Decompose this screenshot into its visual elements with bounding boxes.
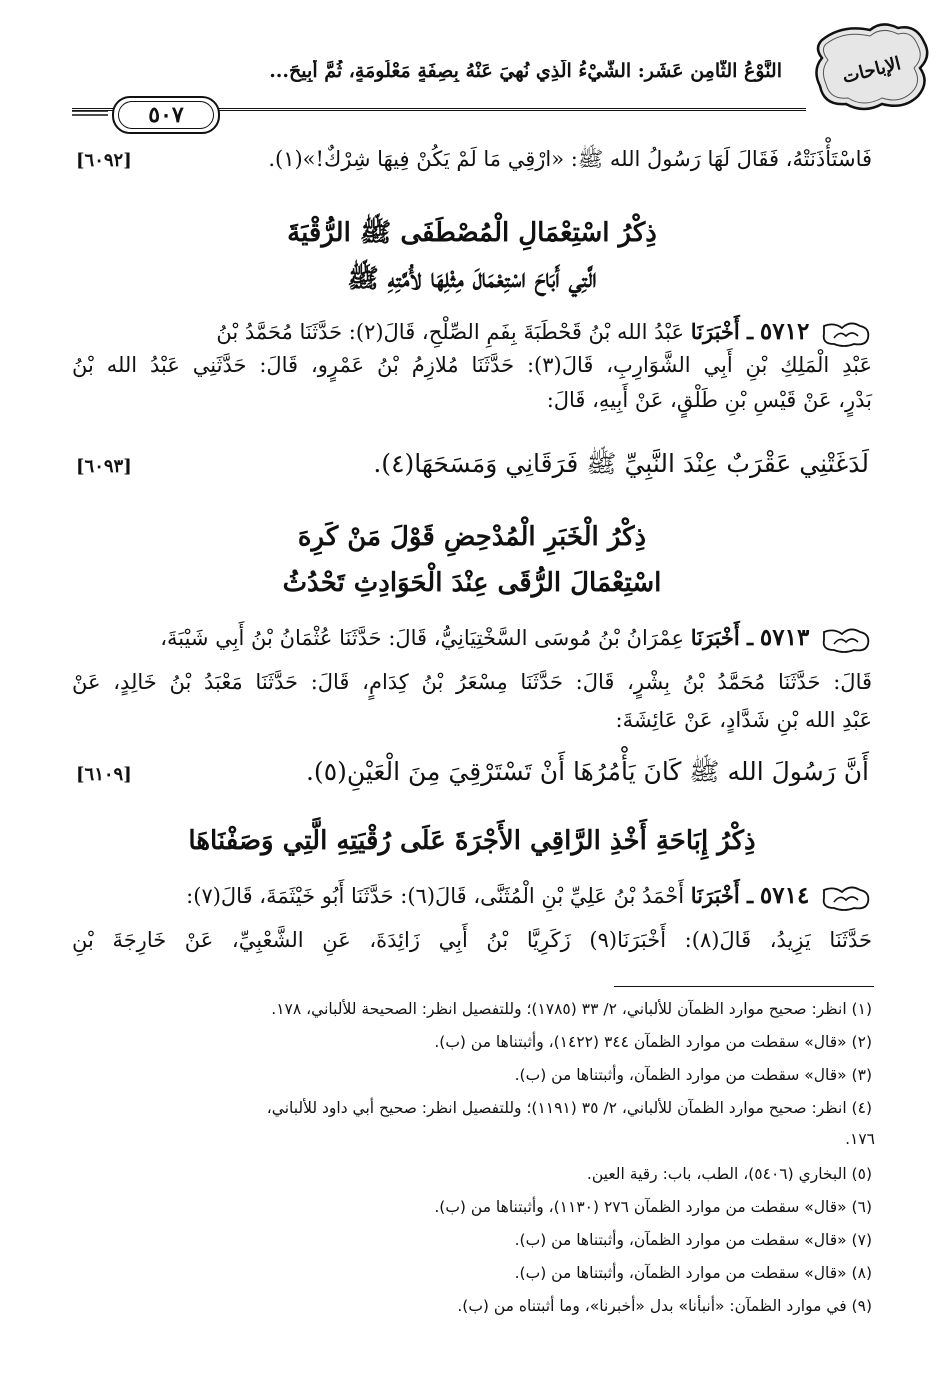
running-title: النَّوْعُ الثَّامِن عَشَر: الشَّيْءُ الَّذِي نُهِيَ عَنْهُ بِصِفَةٍ مَعْلُومَةٍ، ثُمَّ أُبِيحَ... xyxy=(269,60,782,82)
footnote: (٩) في موارد الظمآن: «أنبأنا» بدل «أخبرنا»، وما أثبتناه من (ب). xyxy=(457,1297,872,1315)
section-heading: ذِكْرُ اسْتِعْمَالِ الْمُصْطَفَى ﷺ الرُّقْيَةَ xyxy=(287,218,657,248)
hadith-number: ٥٧١٣ xyxy=(759,624,810,651)
footnote-continuation: ١٧٦. xyxy=(845,1130,875,1148)
footnote: (٦) «قال» سقطت من موارد الظمآن ٢٧٦ (١١٣٠)، وأثبتناها من (ب). xyxy=(434,1198,872,1216)
hadith-marker-icon xyxy=(820,320,872,348)
hadith-line: حَدَّثَنَا يَزِيدُ، قَالَ(٨): أَخْبَرَنَا(٩) زَكَرِيَّا بْنُ أَبِي زَائِدَةَ، عَنِ الشَّعْبِيِّ، عَنْ خَارِجَةَ بْنِ xyxy=(72,928,872,952)
hadith-line xyxy=(72,624,872,654)
hadith-number: ٥٧١٤ xyxy=(759,882,810,909)
section-heading: اسْتِعْمَالَ الرُّقَى عِنْدَ الْحَوَادِثِ تَحْدُثُ xyxy=(282,568,662,598)
emblem-text: الإباحات xyxy=(840,53,903,88)
cross-reference: [٦١٠٩] xyxy=(76,764,132,785)
isnad-text: عِمْرَانُ بْنُ مُوسَى السَّخْتِيَانِيُّ، قَالَ: حَدَّثَنَا عُثْمَانُ بْنُ أَبِي شَيْبَةَ، xyxy=(160,626,685,650)
hadith-line xyxy=(72,882,872,912)
footnote: (٣) «قال» سقطت من موارد الظمآن، وأثبتناها من (ب). xyxy=(514,1066,872,1084)
section-heading: ذِكْرُ إِبَاحَةِ أَخْذِ الرَّاقِي الأَجْرَةَ عَلَى رُقْيَتِهِ الَّتِي وَصَفْنَاهَا xyxy=(188,826,756,856)
header-left-rule xyxy=(72,110,108,118)
hadith-line: بَدْرٍ، عَنْ قَيْسِ بْنِ طَلْقٍ، عَنْ أَبِيهِ، قَالَ: xyxy=(546,388,872,412)
hadith-number: ٥٧١٢ xyxy=(759,318,810,345)
footnote: (٧) «قال» سقطت من موارد الظمآن، وأثبتناها من (ب). xyxy=(514,1231,872,1249)
text-line: فَاسْتَأْذَنَتْهُ، فَقَالَ لَهَا رَسُولُ الله ﷺ: «ارْقِي مَا لَمْ يَكُنْ فِيهَا شِرْكٌ!»(١). xyxy=(268,147,872,171)
footnote: (٨) «قال» سقطت من موارد الظمآن، وأثبتناها من (ب). xyxy=(514,1264,872,1282)
hadith-line: عَبْدِ الْمَلِكِ بْنِ أَبِي الشَّوَارِبِ، قَالَ(٣): حَدَّثَنَا مُلازِمُ بْنُ عَمْرٍو، قَالَ: حَدَّثَنِي عَبْدُ الله بْنُ xyxy=(72,353,873,377)
isnad-text: أَحْمَدُ بْنُ عَلِيِّ بْنِ الْمُثَنَّى، قَالَ(٦): حَدَّثَنَا أَبُو خَيْثَمَةَ، قَالَ(٧): xyxy=(186,884,685,908)
hadith-line: عَبْدِ الله بْنِ شَدَّادٍ، عَنْ عَائِشَةَ: xyxy=(615,708,872,732)
matn-line: أَنَّ رَسُولَ الله ﷺ كَانَ يَأْمُرُهَا أَنْ تَسْتَرْقِيَ مِنَ الْعَيْنِ(٥). xyxy=(305,757,869,786)
footnote: (٥) البخاري (٥٤٠٦)، الطب، باب: رقية العين. xyxy=(586,1165,872,1183)
page-number-box xyxy=(112,96,220,134)
chapter-emblem-icon xyxy=(812,20,932,114)
akhbarana: ـ أَخْبَرَنَا xyxy=(690,883,754,908)
cross-reference: [٦٠٩٣] xyxy=(76,456,132,477)
hadith-line xyxy=(72,318,872,348)
cross-reference: [٦٠٩٢] xyxy=(76,150,132,171)
footnote: (٢) «قال» سقطت من موارد الظمآن ٣٤٤ (١٤٢٢)، وأثبتناها من (ب). xyxy=(434,1033,872,1051)
page-number: ٥٠٧ xyxy=(148,102,184,128)
section-heading: ذِكْرُ الْخَبَرِ الْمُدْحِضِ قَوْلَ مَنْ كَرِهَ xyxy=(297,522,647,552)
akhbarana: ـ أَخْبَرَنَا xyxy=(690,319,754,344)
hadith-line: قَالَ: حَدَّثَنَا مُحَمَّدُ بْنُ بِشْرٍ، قَالَ: حَدَّثَنَا مِسْعَرُ بْنُ كِدَامٍ، قَالَ: حَدَّثَنَا مَعْبَدُ بْنُ خَالِدٍ، عَنْ xyxy=(72,670,872,694)
hadith-marker-icon xyxy=(820,626,872,654)
hadith-marker-icon xyxy=(820,884,872,912)
akhbarana: ـ أَخْبَرَنَا xyxy=(690,625,754,650)
footnote-rule xyxy=(614,986,874,987)
page-header xyxy=(72,16,932,126)
section-heading: الَّتِي أَبَاحَ اسْتِعْمَالَ مِثْلِهَا لأُمَّتِهِ ﷺ xyxy=(347,264,597,294)
footnote: (١) انظر: صحيح موارد الظمآن للألباني، ٢/ ٣٣ (١٧٨٥)؛ وللتفصيل انظر: الصحيحة للألباني، ١٧٨. xyxy=(271,1000,872,1018)
isnad-text: عَبْدُ الله بْنُ قَحْطَبَةَ بِفَمِ الصِّلْحِ، قَالَ(٢): حَدَّثَنَا مُحَمَّدُ بْنُ xyxy=(216,320,685,344)
matn-line: لَدَغَتْنِي عَقْرَبٌ عِنْدَ النَّبِيِّ ﷺ فَرَقَانِي وَمَسَحَهَا(٤). xyxy=(373,449,869,478)
footnote: (٤) انظر: صحيح موارد الظمآن للألباني، ٢/ ٣٥ (١١٩١)؛ وللتفصيل انظر: صحيح أبي داود للألباني، xyxy=(266,1099,872,1117)
